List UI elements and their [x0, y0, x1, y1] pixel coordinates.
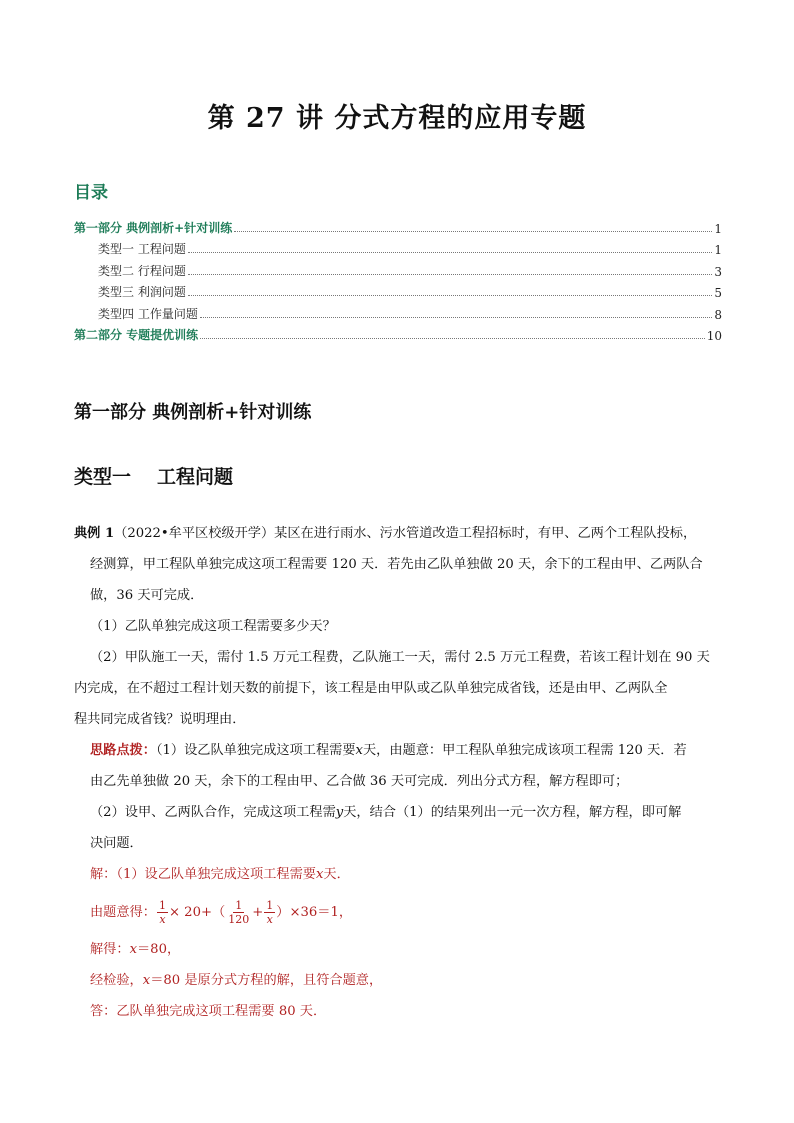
page-title: 第 27 讲 分式方程的应用专题	[207, 103, 587, 134]
hint-label: 思路点拨：	[90, 743, 156, 758]
toc-item-type2[interactable]	[74, 257, 722, 279]
toc-page-number: 3	[714, 264, 722, 279]
toc-item-label: 类型四 工作量问题	[98, 306, 198, 321]
toc-page-number: 10	[706, 329, 722, 343]
var-x: x	[315, 867, 324, 882]
subsection-heading	[74, 462, 233, 489]
toc-leader	[200, 338, 705, 339]
question-2-cont: 程共同完成省钱？说明理由．	[74, 712, 246, 727]
toc-page-number: 5	[714, 286, 722, 300]
var-x: x	[129, 942, 137, 957]
var-y: y	[335, 805, 344, 820]
toc-page-number: 8	[714, 307, 722, 322]
toc-item-label: 第一部分 典例剖析+针对训练	[74, 220, 233, 235]
example-label: 典例 1	[74, 526, 115, 541]
solution-line: 解得：x＝80，	[90, 942, 181, 957]
toc-item-type1[interactable]	[74, 236, 722, 258]
toc-item-part2[interactable]	[74, 322, 722, 344]
example-body	[74, 518, 724, 1027]
var-x: x	[142, 973, 151, 988]
example-text: （2022•牟平区校级开学）某区在进行雨水、污水管道改造工程招标时，有甲、乙两个工程队投标，	[114, 526, 697, 541]
toc-item-label: 类型二 行程问题	[98, 263, 186, 278]
subsection-name: 工程问题	[157, 466, 234, 488]
fraction: $\frac{1}{x}$	[266, 898, 274, 926]
solution-line: 解：（1）设乙队单独完成这项工程需要x天．	[90, 867, 350, 882]
hint-line: 决问题．	[90, 836, 143, 851]
toc-leader	[188, 274, 713, 275]
toc-leader	[200, 317, 713, 318]
section-heading: 第一部分 典例剖析+针对训练	[74, 402, 312, 423]
hint-line: 由乙先单独做 20 天，余下的工程由甲、乙合做 36 天可完成．列出分式方程，解方程即可；	[90, 774, 629, 789]
solution-line: 经检验，x＝80 是原分式方程的解，且符合题意，	[90, 973, 383, 988]
toc-item-type4[interactable]	[74, 300, 722, 322]
toc-leader	[188, 252, 713, 253]
table-of-contents	[74, 214, 722, 343]
toc-item-label: 第二部分 专题提优训练	[74, 328, 199, 342]
fraction: $\frac{1}{x}$	[158, 898, 166, 926]
toc-leader	[188, 295, 713, 296]
toc-item-label: 类型一 工程问题	[98, 242, 186, 256]
question-1: （1）乙队单独完成这项工程需要多少天？	[90, 619, 336, 634]
example-line: 做，36 天可完成．	[90, 588, 204, 603]
hint-line: 思路点拨：（1）设乙队单独完成这项工程需要x天，由题意：甲工程队单独完成该项工程需 120 天．若	[90, 743, 687, 758]
toc-item-label: 类型三 利润问题	[98, 285, 186, 299]
solution-answer: 答：乙队单独完成这项工程需要 80 天．	[90, 1004, 327, 1019]
fraction: $\frac{1}{120}$	[228, 898, 250, 926]
toc-leader	[234, 231, 712, 232]
toc-heading: 目录	[74, 183, 108, 203]
toc-item-type3[interactable]	[74, 279, 722, 301]
equation-line: 由题意得： $\frac{1}{x}$ × 20+（ $\frac{1}{120}$ + $\frac{1}{x}$ ）×36＝1，	[90, 898, 353, 926]
hint-line: （2）设甲、乙两队合作，完成这项工程需y天，结合（1）的结果列出一元一次方程，解方程，即可解	[90, 805, 682, 820]
question-2-cont: 内完成，在不超过工程计划天数的前提下，该工程是由甲队或乙队单独完成省钱，还是由甲、乙两队全	[74, 681, 668, 696]
question-2: （2）甲队施工一天，需付 1.5 万元工程费，乙队施工一天，需付 2.5 万元工程费，若该工程计划在 90 天	[90, 650, 710, 665]
var-x: x	[355, 743, 363, 758]
subsection-label: 类型一	[74, 466, 132, 488]
example-line: 经测算，甲工程队单独完成这项工程需要 120 天．若先由乙队单独做 20 天，余下的工程由甲、乙两队合	[90, 557, 703, 572]
toc-page-number: 1	[714, 243, 722, 257]
example-line	[74, 518, 724, 549]
toc-page-number: 1	[714, 221, 722, 236]
toc-item-part1[interactable]	[74, 214, 722, 236]
